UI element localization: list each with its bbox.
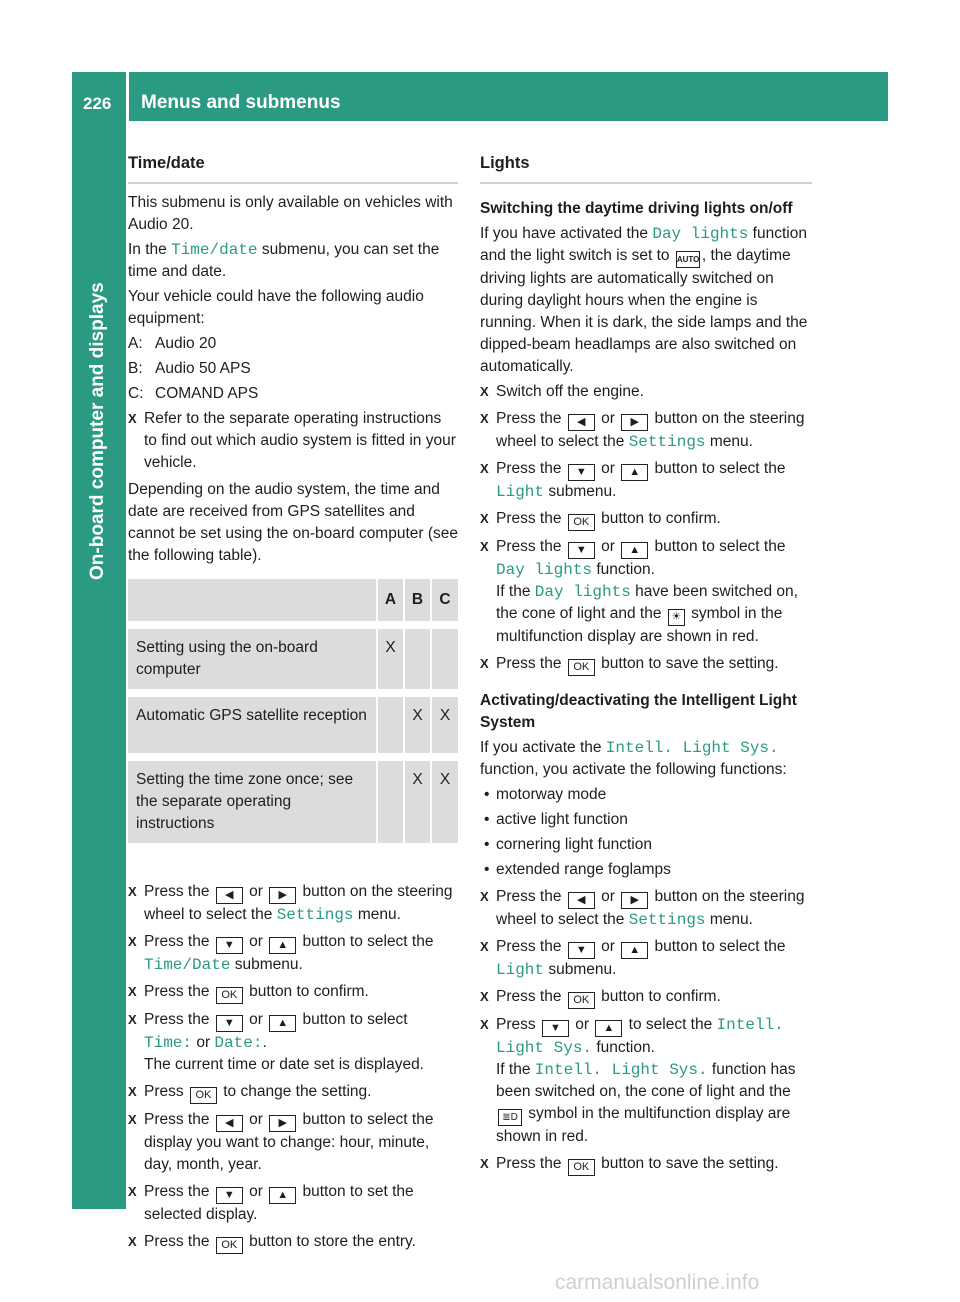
step-arrow-icon: X bbox=[128, 1112, 137, 1127]
menu-name: Time: bbox=[144, 1034, 193, 1052]
menu-name: Light bbox=[496, 483, 545, 501]
step-arrow-icon: X bbox=[480, 411, 489, 426]
table-cell: Automatic GPS satellite reception bbox=[128, 693, 377, 757]
up-arrow-key-icon: ▲ bbox=[621, 542, 648, 559]
step-arrow-icon: X bbox=[128, 411, 137, 426]
intelligent-light-icon: ≣D bbox=[498, 1109, 522, 1126]
ok-key-icon: OK bbox=[190, 1087, 217, 1104]
table-row bbox=[128, 625, 458, 693]
down-arrow-key-icon: ▼ bbox=[216, 1015, 243, 1032]
up-arrow-key-icon: ▲ bbox=[595, 1020, 622, 1037]
section-title-time-date: Time/date bbox=[128, 150, 458, 184]
down-arrow-key-icon: ▼ bbox=[542, 1020, 569, 1037]
step-arrow-icon: X bbox=[128, 1234, 137, 1249]
ok-key-icon: OK bbox=[568, 659, 595, 676]
up-arrow-key-icon: ▲ bbox=[269, 937, 296, 954]
instruction-step: X Press the OK button to store the entry. bbox=[128, 1231, 458, 1254]
page-title: Menus and submenus bbox=[141, 92, 341, 113]
right-column bbox=[480, 150, 812, 1181]
table-cell: X bbox=[404, 757, 431, 847]
table-cell bbox=[431, 625, 458, 693]
page-number: 226 bbox=[83, 94, 112, 113]
ok-key-icon: OK bbox=[216, 1237, 243, 1254]
table-header-blank bbox=[128, 579, 377, 625]
right-arrow-key-icon: ▶ bbox=[269, 1115, 296, 1132]
step-arrow-icon: X bbox=[128, 934, 137, 949]
instruction-step: X Press the ▼ or ▲ button to select the Light submenu. bbox=[480, 460, 786, 501]
instruction-step: X Press the OK button to confirm. bbox=[128, 981, 458, 1004]
step-arrow-icon: X bbox=[128, 1184, 137, 1199]
list-item: • cornering light function bbox=[484, 836, 652, 853]
left-arrow-key-icon: ◀ bbox=[216, 1115, 243, 1132]
menu-name: Day lights bbox=[652, 225, 749, 243]
down-arrow-key-icon: ▼ bbox=[216, 937, 243, 954]
up-arrow-key-icon: ▲ bbox=[621, 942, 648, 959]
step-arrow-icon: X bbox=[480, 939, 489, 954]
left-arrow-key-icon: ◀ bbox=[216, 887, 243, 904]
left-arrow-key-icon: ◀ bbox=[568, 414, 595, 431]
table-cell bbox=[377, 693, 404, 757]
auto-light-switch-icon: AUTO bbox=[676, 251, 700, 268]
instruction-step: X Press OK to change the setting. bbox=[128, 1081, 458, 1104]
equipment-item: C: COMAND APS bbox=[128, 385, 259, 402]
menu-name: Time/date bbox=[171, 241, 258, 259]
instruction-step: X Press the ▼ or ▲ button to select the Time/Date submenu. bbox=[128, 933, 434, 974]
down-arrow-key-icon: ▼ bbox=[568, 464, 595, 481]
side-tab-label: On-board computer and displays bbox=[87, 282, 108, 580]
table-header: B bbox=[404, 579, 431, 625]
step-arrow-icon: X bbox=[480, 656, 489, 671]
menu-name: Intell. Light Sys. bbox=[605, 739, 779, 757]
step-arrow-icon: X bbox=[480, 461, 489, 476]
menu-name: Settings bbox=[628, 911, 706, 929]
table-row bbox=[128, 757, 458, 847]
menu-name: Settings bbox=[276, 906, 354, 924]
table-cell: X bbox=[431, 757, 458, 847]
step-arrow-icon: X bbox=[480, 889, 489, 904]
instruction-step: X Press ▼ or ▲ to select the Intell. Light Sys. function. If the Intell. Light Sys. function has been switched on, the cone of light and the ≣D symbol in the multifunction display are shown in red. bbox=[480, 1016, 796, 1145]
left-arrow-key-icon: ◀ bbox=[568, 892, 595, 909]
step-arrow-icon: X bbox=[480, 1156, 489, 1171]
paragraph: Depending on the audio system, the time and date are received from GPS satellites and cannot be set using the on-board computer (see the following table). bbox=[128, 481, 459, 564]
ok-key-icon: OK bbox=[568, 1159, 595, 1176]
instruction-step: X Switch off the engine. bbox=[480, 381, 812, 403]
right-arrow-key-icon: ▶ bbox=[621, 892, 648, 909]
instruction-step: X Press the ▼ or ▲ button to select Time: or Date:. The current time or date set is displayed. bbox=[128, 1011, 424, 1073]
down-arrow-key-icon: ▼ bbox=[568, 942, 595, 959]
audio-system-table bbox=[128, 579, 458, 851]
instruction-step: X Press the OK button to save the setting. bbox=[480, 1153, 812, 1176]
instruction-step: X Press the ▼ or ▲ button to select the Day lights function. If the Day lights have been switched on, the cone of light and the ☀ symbol in the multifunction display are shown in red. bbox=[480, 538, 798, 645]
subheading: Activating/deactivating the Intelligent Light System bbox=[480, 692, 797, 731]
instruction-step: X Press the OK button to save the setting. bbox=[480, 653, 812, 676]
menu-name: Day lights bbox=[534, 583, 631, 601]
step-arrow-icon: X bbox=[480, 384, 489, 399]
ok-key-icon: OK bbox=[568, 514, 595, 531]
right-arrow-key-icon: ▶ bbox=[621, 414, 648, 431]
subheading: Switching the daytime driving lights on/off bbox=[480, 200, 793, 217]
step-arrow-icon: X bbox=[480, 511, 489, 526]
list-item: • motorway mode bbox=[484, 786, 607, 803]
up-arrow-key-icon: ▲ bbox=[269, 1187, 296, 1204]
step-arrow-icon: X bbox=[128, 884, 137, 899]
menu-name: Date: bbox=[214, 1034, 263, 1052]
menu-name: Day lights bbox=[496, 561, 593, 579]
menu-name: Intell. Light Sys. bbox=[534, 1061, 708, 1079]
table-row bbox=[128, 693, 458, 757]
header-divider bbox=[126, 72, 129, 121]
down-arrow-key-icon: ▼ bbox=[568, 542, 595, 559]
table-cell: X bbox=[377, 625, 404, 693]
instruction-step: X Press the ◀ or ▶ button on the steering wheel to select the Settings menu. bbox=[480, 410, 805, 451]
instruction-step: X Press the OK button to confirm. bbox=[480, 508, 812, 531]
table-header: C bbox=[431, 579, 458, 625]
up-arrow-key-icon: ▲ bbox=[269, 1015, 296, 1032]
left-column bbox=[128, 150, 458, 1259]
menu-name: Light bbox=[496, 961, 545, 979]
paragraph: If you have activated the Day lights function and the light switch is set to AUTO , the daytime driving lights are automatically switched on during daylight hours when the engine is running. When it is dark, the side lamps and the dipped-beam headlamps are also switched on automatically. bbox=[480, 225, 808, 375]
instruction-step: X Refer to the separate operating instructions to find out which audio system is fitted in your vehicle. bbox=[128, 410, 456, 471]
list-item: • active light function bbox=[484, 811, 628, 828]
step-arrow-icon: X bbox=[480, 989, 489, 1004]
step-arrow-icon: X bbox=[480, 539, 489, 554]
table-cell: X bbox=[404, 693, 431, 757]
equipment-item: A: Audio 20 bbox=[128, 335, 217, 352]
step-arrow-icon: X bbox=[480, 1017, 489, 1032]
step-arrow-icon: X bbox=[128, 1012, 137, 1027]
table-cell: Setting using the on-board computer bbox=[128, 625, 377, 693]
table-cell: X bbox=[431, 693, 458, 757]
up-arrow-key-icon: ▲ bbox=[621, 464, 648, 481]
instruction-step: X Press the ◀ or ▶ button on the steering wheel to select the Settings menu. bbox=[480, 888, 805, 929]
down-arrow-key-icon: ▼ bbox=[216, 1187, 243, 1204]
step-arrow-icon: X bbox=[128, 1084, 137, 1099]
table-cell: Setting the time zone once; see the separate operating instructions bbox=[128, 757, 377, 847]
ok-key-icon: OK bbox=[216, 987, 243, 1004]
menu-name: Settings bbox=[628, 433, 706, 451]
equipment-item: B: Audio 50 APS bbox=[128, 360, 251, 377]
daytime-lights-sun-icon: ☀ bbox=[668, 609, 685, 626]
table-cell bbox=[377, 757, 404, 847]
instruction-step: X Press the ◀ or ▶ button to select the display you want to change: hour, minute, day, month, year. bbox=[128, 1111, 434, 1173]
paragraph: This submenu is only available on vehicles with Audio 20. bbox=[128, 194, 453, 233]
table-header: A bbox=[377, 579, 404, 625]
instruction-step: X Press the ▼ or ▲ button to set the selected display. bbox=[128, 1183, 414, 1223]
table-cell bbox=[404, 625, 431, 693]
watermark: carmanualsonline.info bbox=[555, 1271, 760, 1294]
paragraph: In the Time/date submenu, you can set the time and date. bbox=[128, 241, 440, 280]
step-arrow-icon: X bbox=[128, 984, 137, 999]
instruction-step: X Press the ◀ or ▶ button on the steering wheel to select the Settings menu. bbox=[128, 883, 453, 924]
menu-name: Time/Date bbox=[144, 956, 231, 974]
right-arrow-key-icon: ▶ bbox=[269, 887, 296, 904]
ok-key-icon: OK bbox=[568, 992, 595, 1009]
menu-name: Intell. Light Sys. bbox=[496, 1016, 784, 1057]
section-title-lights: Lights bbox=[480, 150, 812, 184]
paragraph: Your vehicle could have the following audio equipment: bbox=[128, 288, 424, 327]
paragraph: If you activate the Intell. Light Sys. function, you activate the following functions: bbox=[480, 739, 787, 778]
list-item: • extended range foglamps bbox=[484, 861, 671, 878]
instruction-step: X Press the OK button to confirm. bbox=[480, 986, 812, 1009]
instruction-step: X Press the ▼ or ▲ button to select the Light submenu. bbox=[480, 938, 786, 979]
